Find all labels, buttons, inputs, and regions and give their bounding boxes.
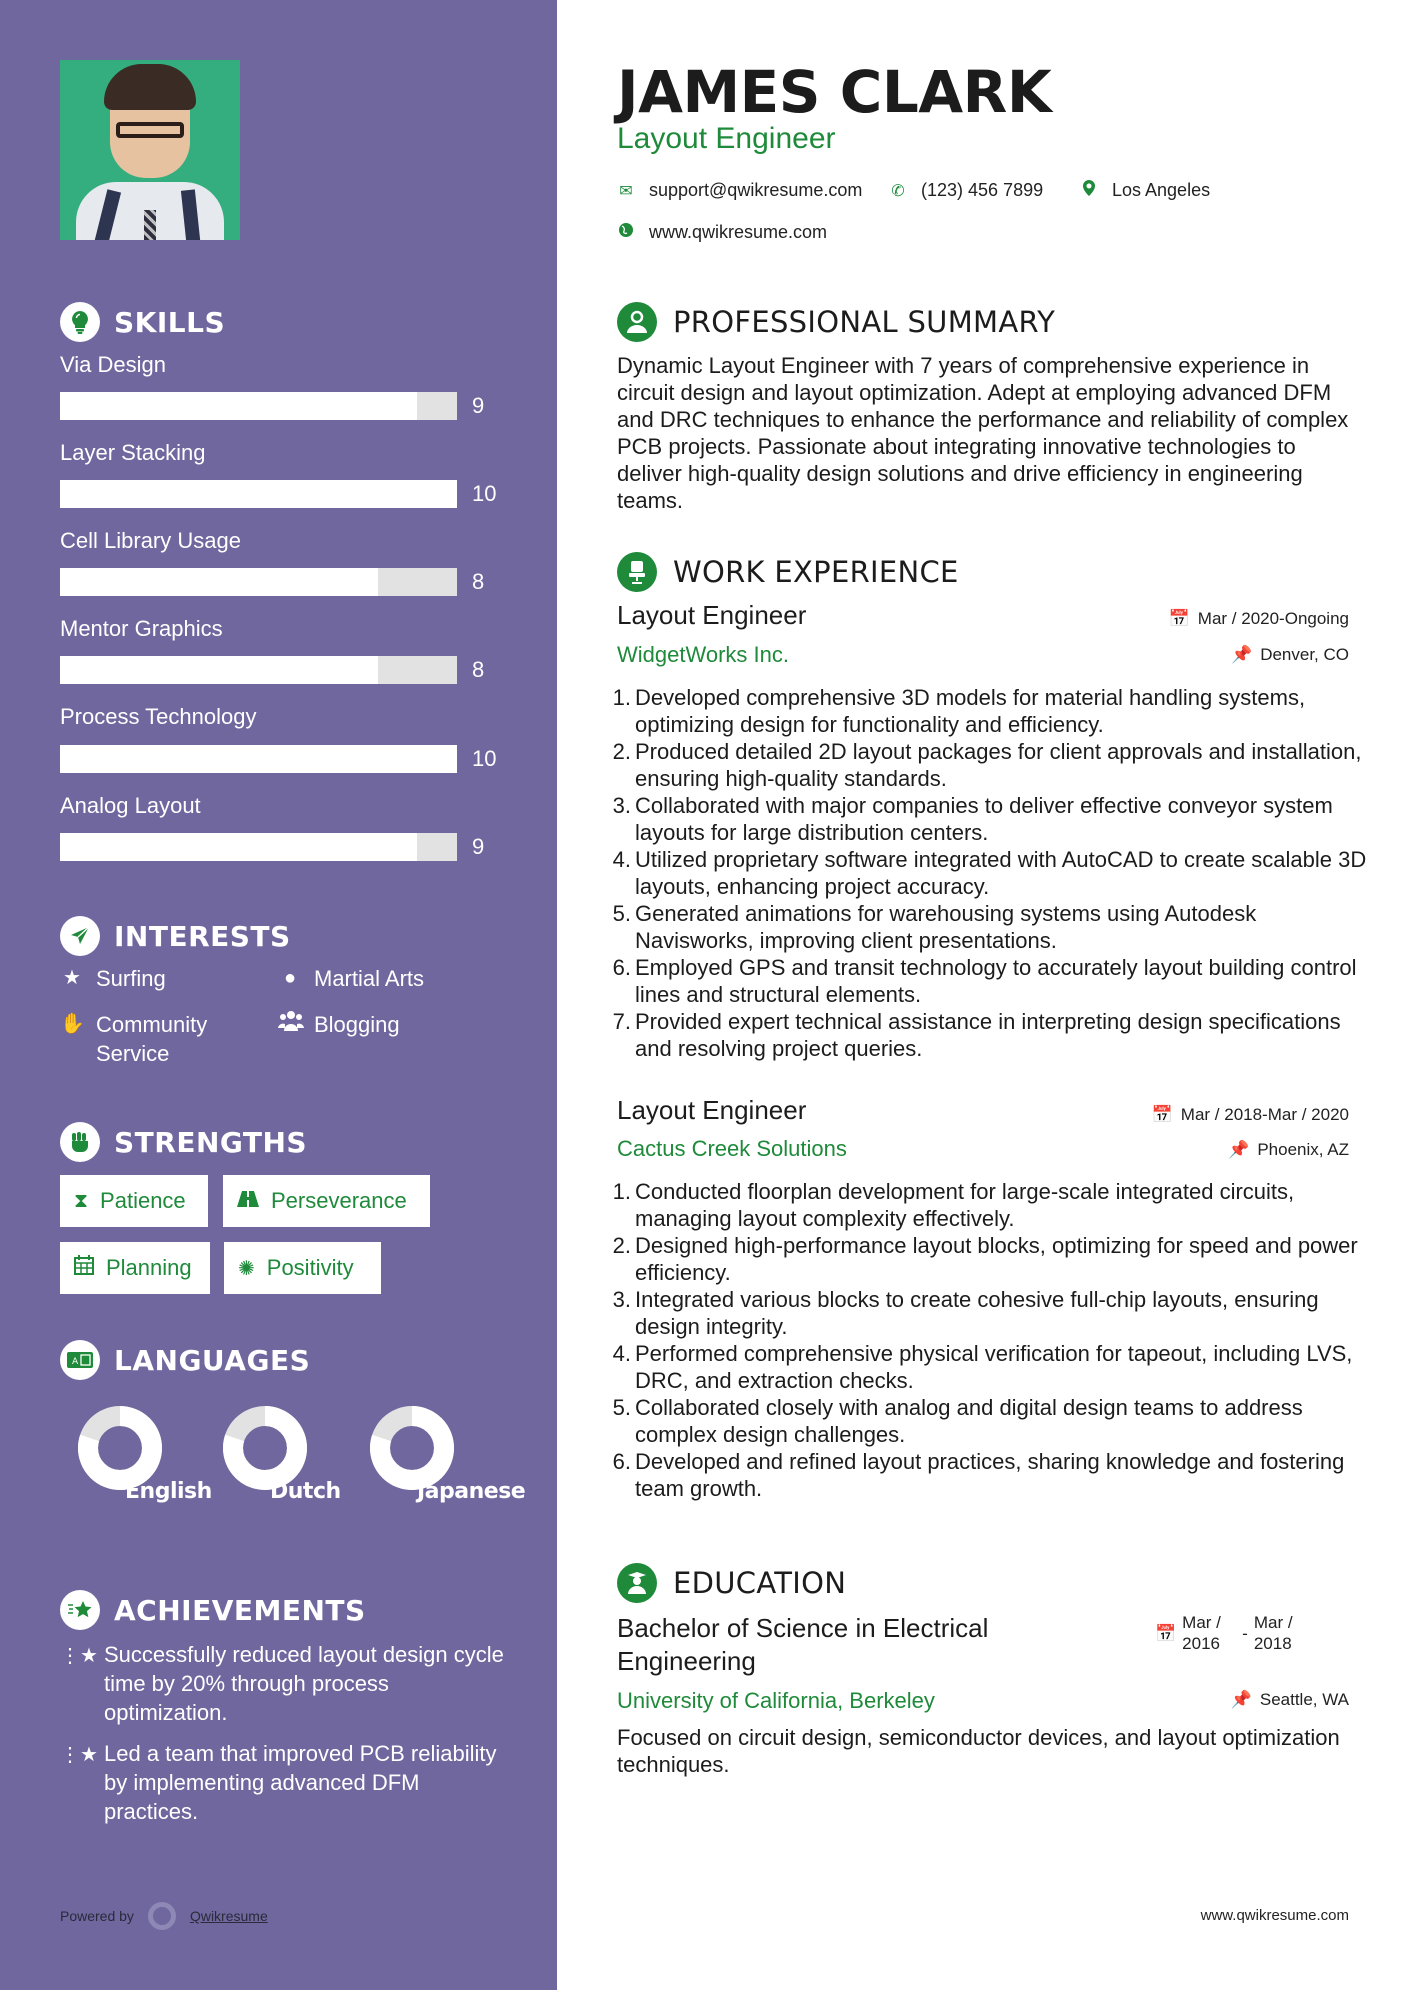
- degree-title: Bachelor of Science in Electrical Engineering: [617, 1613, 989, 1676]
- paper-plane-icon: [60, 916, 100, 956]
- contact-phone: [889, 180, 1043, 201]
- job-bullet: 6. Developed and refined layout practices, sharing knowledge and fostering team growth.: [612, 1449, 1345, 1501]
- job-bullet: 2. Designed high-performance layout blocks, optimizing for speed and power efficiency.: [612, 1233, 1358, 1285]
- photo-glasses: [116, 122, 184, 138]
- skill-bar: [60, 392, 457, 420]
- job-bullet: 5. Generated animations for warehousing systems using Autodesk Navisworks, improving client presentations.: [612, 901, 1257, 953]
- job-bullet: 6. Employed GPS and transit technology to accurately layout building control lines and structural elements.: [612, 955, 1357, 1007]
- job-location-text: Phoenix, AZ: [1257, 1140, 1349, 1159]
- pushpin-icon: 📌: [1231, 645, 1253, 664]
- pushpin-icon: 📌: [1228, 1140, 1250, 1159]
- education-start: Mar / 2016: [1182, 1613, 1221, 1653]
- skill-bar: [60, 480, 457, 508]
- achievements-title: ACHIEVEMENTS: [114, 1593, 366, 1627]
- main-content: [557, 0, 1407, 1990]
- job-bullet: 3. Integrated various blocks to create cohesive full-chip layouts, ensuring design integrity.: [612, 1287, 1319, 1339]
- map-marker-icon: [1080, 180, 1098, 201]
- interests-heading: [60, 916, 291, 956]
- strength-label: Planning: [106, 1255, 192, 1280]
- globe-icon: [617, 222, 635, 243]
- skill-label: Via Design: [60, 352, 166, 377]
- skill-bar: [60, 568, 457, 596]
- job-bullets: [609, 1178, 1369, 1502]
- strengths-title: STRENGTHS: [114, 1125, 308, 1159]
- skills-heading: [60, 302, 225, 342]
- skill-label: Mentor Graphics: [60, 616, 223, 641]
- strength-badge: [224, 1242, 381, 1294]
- skill-bar: [60, 833, 457, 861]
- education-location: [1231, 1690, 1349, 1710]
- powered-by-label: Powered by: [60, 1908, 134, 1924]
- fist-icon: [60, 1122, 100, 1162]
- achievements-heading: [60, 1590, 366, 1630]
- language-item: [210, 1403, 341, 1504]
- interest-item: [278, 1010, 400, 1041]
- skill-label: Cell Library Usage: [60, 528, 241, 553]
- profile-photo: [60, 60, 240, 240]
- globe-icon: ●: [283, 967, 297, 989]
- skill-label: Layer Stacking: [60, 440, 206, 465]
- email-value[interactable]: support@qwikresume.com: [649, 180, 863, 200]
- job-bullet: 1. Conducted floorplan development for large-scale integrated circuits, managing layout complexity effectively.: [612, 1179, 1295, 1231]
- language-label: Japanese: [417, 1479, 526, 1504]
- job-dates: [1169, 609, 1349, 629]
- job-title: Layout Engineer: [617, 1095, 807, 1125]
- strength-label: Perseverance: [271, 1188, 407, 1213]
- road-icon: [237, 1190, 259, 1213]
- user-icon: [617, 302, 657, 342]
- sun-icon: ✺: [238, 1257, 255, 1280]
- strengths-heading: [60, 1122, 307, 1162]
- skill-label: Analog Layout: [60, 793, 201, 818]
- summary-title: PROFESSIONAL SUMMARY: [673, 305, 1056, 339]
- language-item: [65, 1403, 212, 1504]
- shooting-star-icon: [60, 1590, 100, 1630]
- qwikresume-logo-icon: [148, 1902, 176, 1930]
- qwikresume-link[interactable]: Qwikresume: [189, 1908, 268, 1924]
- interest-item: [60, 1010, 240, 1068]
- job-location: [1231, 645, 1349, 665]
- job-bullet: 1. Developed comprehensive 3D models for material handling systems, optimizing design for functionality and efficiency.: [612, 685, 1306, 737]
- lightbulb-icon: [60, 302, 100, 342]
- work-heading: [617, 552, 959, 592]
- education-description: Focused on circuit design, semiconductor devices, and layout optimization techniques.: [617, 1725, 1340, 1777]
- location-value: Los Angeles: [1112, 180, 1211, 200]
- job-bullet: 2. Produced detailed 2D layout packages for client approvals and installation, ensuring high-quality standards.: [612, 739, 1362, 791]
- skill-value: 9: [472, 834, 485, 859]
- pushpin-icon: 📌: [1230, 1690, 1252, 1709]
- photo-hair: [104, 64, 196, 110]
- skill-label: Process Technology: [60, 704, 257, 729]
- skill-value: 8: [472, 657, 485, 682]
- job-location: [1228, 1140, 1349, 1160]
- job-bullet: 3. Collaborated with major companies to deliver effective conveyor system layouts for large distribution centers.: [612, 793, 1333, 845]
- calendar-icon: 📅: [1155, 1623, 1177, 1643]
- skill-bar: [60, 656, 457, 684]
- achievement-item: [60, 1739, 510, 1826]
- education-dates: [1155, 1612, 1308, 1654]
- achievement-text: Led a team that improved PCB reliability by implementing advanced DFM practices.: [104, 1741, 497, 1824]
- date-separator: -: [1242, 1623, 1248, 1643]
- skill-value: 9: [472, 393, 485, 418]
- skill-bar-fill: [60, 568, 378, 596]
- svg-text:A: A: [72, 1357, 79, 1367]
- graduate-icon: [617, 1563, 657, 1603]
- education-end: Mar / 2018: [1253, 1613, 1293, 1653]
- education-title: EDUCATION: [673, 1566, 847, 1600]
- star-icon: ★: [63, 967, 81, 989]
- calendar-icon: [74, 1255, 94, 1281]
- job-dates: [1152, 1105, 1349, 1125]
- summary-text: Dynamic Layout Engineer with 7 years of comprehensive experience in circuit design and layout optimization. Adept at employing advanced DFM and DRC techniques to enhance the performance and reliability of complex PCB projects. Passionate about integrating innovative technologies to deliver high-quality design solutions and drive efficiency in engineering teams.: [617, 353, 1349, 513]
- candidate-title: Layout Engineer: [617, 122, 836, 155]
- hand-icon: ✋: [60, 1013, 85, 1035]
- job-location-text: Denver, CO: [1260, 645, 1349, 664]
- skill-bar-fill: [60, 833, 417, 861]
- job-dates-text: Mar / 2020-Ongoing: [1197, 609, 1349, 628]
- job-bullet: 7. Provided expert technical assistance in interpreting design specifications and resolving project queries.: [612, 1009, 1341, 1061]
- calendar-icon: 📅: [1151, 1105, 1173, 1124]
- language-icon: [60, 1340, 100, 1380]
- office-chair-icon: [617, 552, 657, 592]
- powered-by: [60, 1902, 268, 1930]
- job-title: Layout Engineer: [617, 600, 807, 630]
- job-bullet: 4. Performed comprehensive physical verification for tapeout, including LVS, DRC, and extraction checks.: [612, 1341, 1353, 1393]
- job-dates-text: Mar / 2018-Mar / 2020: [1180, 1105, 1349, 1124]
- strength-label: Positivity: [266, 1255, 354, 1280]
- sidebar: [0, 0, 557, 1990]
- contact-location: [1080, 180, 1210, 201]
- languages-heading: [60, 1340, 310, 1380]
- strength-badge: [60, 1175, 208, 1227]
- phone-value[interactable]: (123) 456 7899: [921, 180, 1044, 200]
- interest-label: Blogging: [314, 1012, 400, 1037]
- skill-bar: [60, 745, 457, 773]
- skill-value: 10: [472, 746, 497, 771]
- skill-bar-fill: [60, 656, 378, 684]
- skill-bar-fill: [60, 745, 457, 773]
- strength-badge: [223, 1175, 430, 1227]
- envelope-icon: ✉: [619, 182, 633, 200]
- job-bullets: [609, 684, 1369, 1062]
- photo-tie: [144, 210, 156, 240]
- interest-label: Martial Arts: [314, 966, 425, 991]
- candidate-name: JAMES CLARK: [617, 58, 1052, 126]
- achievement-item: [60, 1640, 510, 1727]
- work-title: WORK EXPERIENCE: [673, 555, 959, 589]
- website-value[interactable]: www.qwikresume.com: [649, 222, 828, 242]
- strength-label: Patience: [100, 1188, 186, 1213]
- users-icon: [278, 1010, 302, 1041]
- skill-bar-fill: [60, 392, 417, 420]
- phone-icon: ✆: [891, 182, 905, 200]
- languages-title: LANGUAGES: [114, 1343, 311, 1377]
- shooting-star-icon: ⋮★: [60, 1744, 98, 1766]
- language-item: [357, 1403, 526, 1504]
- job-company: Cactus Creek Solutions: [617, 1136, 847, 1161]
- education-location-text: Seattle, WA: [1259, 1690, 1349, 1709]
- skill-bar-fill: [60, 480, 457, 508]
- interests-title: INTERESTS: [114, 919, 291, 953]
- interest-label: Surfing: [96, 966, 166, 991]
- achievement-text: Successfully reduced layout design cycle time by 20% through process optimization.: [104, 1642, 504, 1725]
- skill-value: 10: [472, 481, 497, 506]
- language-label: Dutch: [270, 1479, 341, 1504]
- job-company: WidgetWorks Inc.: [617, 642, 789, 667]
- shooting-star-icon: ⋮★: [60, 1645, 98, 1667]
- skills-title: SKILLS: [114, 305, 226, 339]
- language-label: English: [125, 1479, 212, 1504]
- interest-item: [60, 964, 166, 993]
- contact-email: [617, 180, 862, 201]
- interest-item: [278, 964, 424, 993]
- strength-badge: [60, 1242, 210, 1294]
- contact-website: [617, 222, 827, 243]
- footer-website[interactable]: www.qwikresume.com: [1200, 1907, 1349, 1924]
- school-name: University of California, Berkeley: [617, 1688, 935, 1713]
- hourglass-icon: ⧗: [74, 1189, 89, 1212]
- interest-label: Community Service: [96, 1012, 208, 1066]
- skill-value: 8: [472, 569, 485, 594]
- calendar-icon: 📅: [1168, 609, 1190, 628]
- job-bullet: 4. Utilized proprietary software integrated with AutoCAD to create scalable 3D layouts, enhancing project accuracy.: [612, 847, 1367, 899]
- summary-heading: [617, 302, 1055, 342]
- job-bullet: 5. Collaborated closely with analog and digital design teams to address complex design challenges.: [612, 1395, 1303, 1447]
- education-heading: [617, 1563, 846, 1603]
